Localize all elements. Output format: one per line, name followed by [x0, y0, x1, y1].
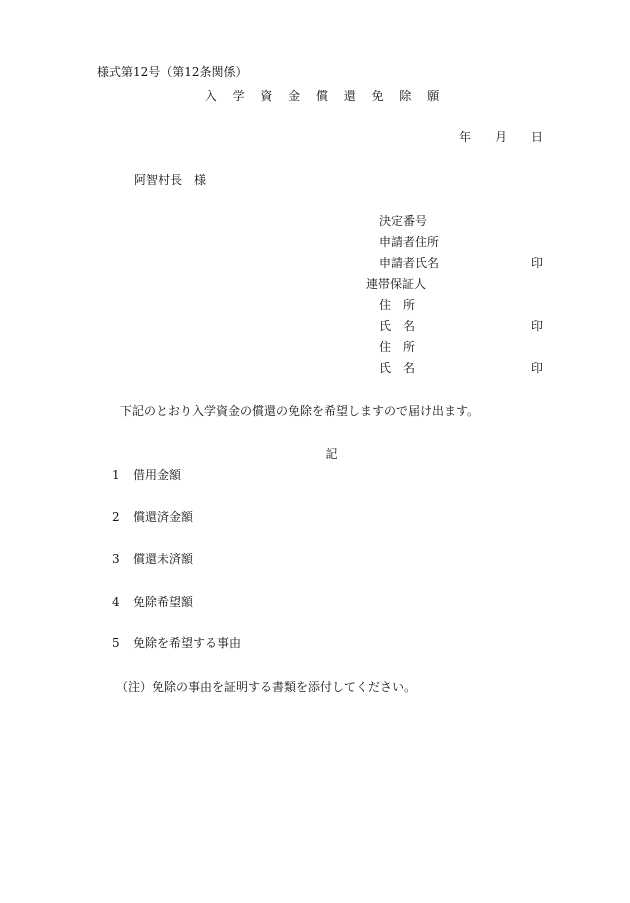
note-text: （注）免除の事由を証明する書類を添付してください。	[116, 680, 417, 694]
guarantor-address-label-2: 住 所	[379, 340, 416, 354]
applicant-seal-mark: 印	[531, 256, 544, 270]
applicant-address-label: 申請者住所	[379, 235, 440, 249]
item-number: 5	[112, 636, 120, 650]
guarantor-seal-mark-1: 印	[531, 319, 544, 333]
guarantor-seal-mark-2: 印	[531, 361, 544, 375]
item-label-exemption-reason: 免除を希望する事由	[133, 636, 242, 650]
guarantor-heading: 連帯保証人	[366, 277, 427, 291]
decision-number-label: 決定番号	[379, 214, 428, 228]
form-number: 様式第12号（第12条関係）	[97, 65, 248, 79]
item-number: 3	[112, 552, 120, 566]
applicant-name-label: 申請者氏名	[379, 256, 440, 270]
date-month-label: 月	[495, 130, 508, 144]
item-number: 4	[112, 595, 120, 609]
document-title: 入 学 資 金 償 還 免 除 願	[204, 89, 446, 103]
date-day-label: 日	[531, 130, 544, 144]
guarantor-address-label-1: 住 所	[379, 298, 416, 312]
guarantor-name-label-2: 氏 名	[379, 361, 416, 375]
body-text: 下記のとおり入学資金の償還の免除を希望しますので届け出ます。	[120, 404, 480, 418]
date-year-label: 年	[459, 130, 472, 144]
item-label-repaid-amount: 償還済金額	[133, 510, 194, 524]
item-label-unrepaid-amount: 償還未済額	[133, 552, 194, 566]
item-label-borrowed-amount: 借用金額	[133, 468, 182, 482]
item-number: 2	[112, 510, 120, 524]
addressee: 阿智村長 様	[134, 173, 207, 187]
ki-heading: 記	[325, 447, 338, 461]
item-label-exemption-amount: 免除希望額	[133, 595, 194, 609]
guarantor-name-label-1: 氏 名	[379, 319, 416, 333]
item-number: 1	[112, 468, 120, 482]
